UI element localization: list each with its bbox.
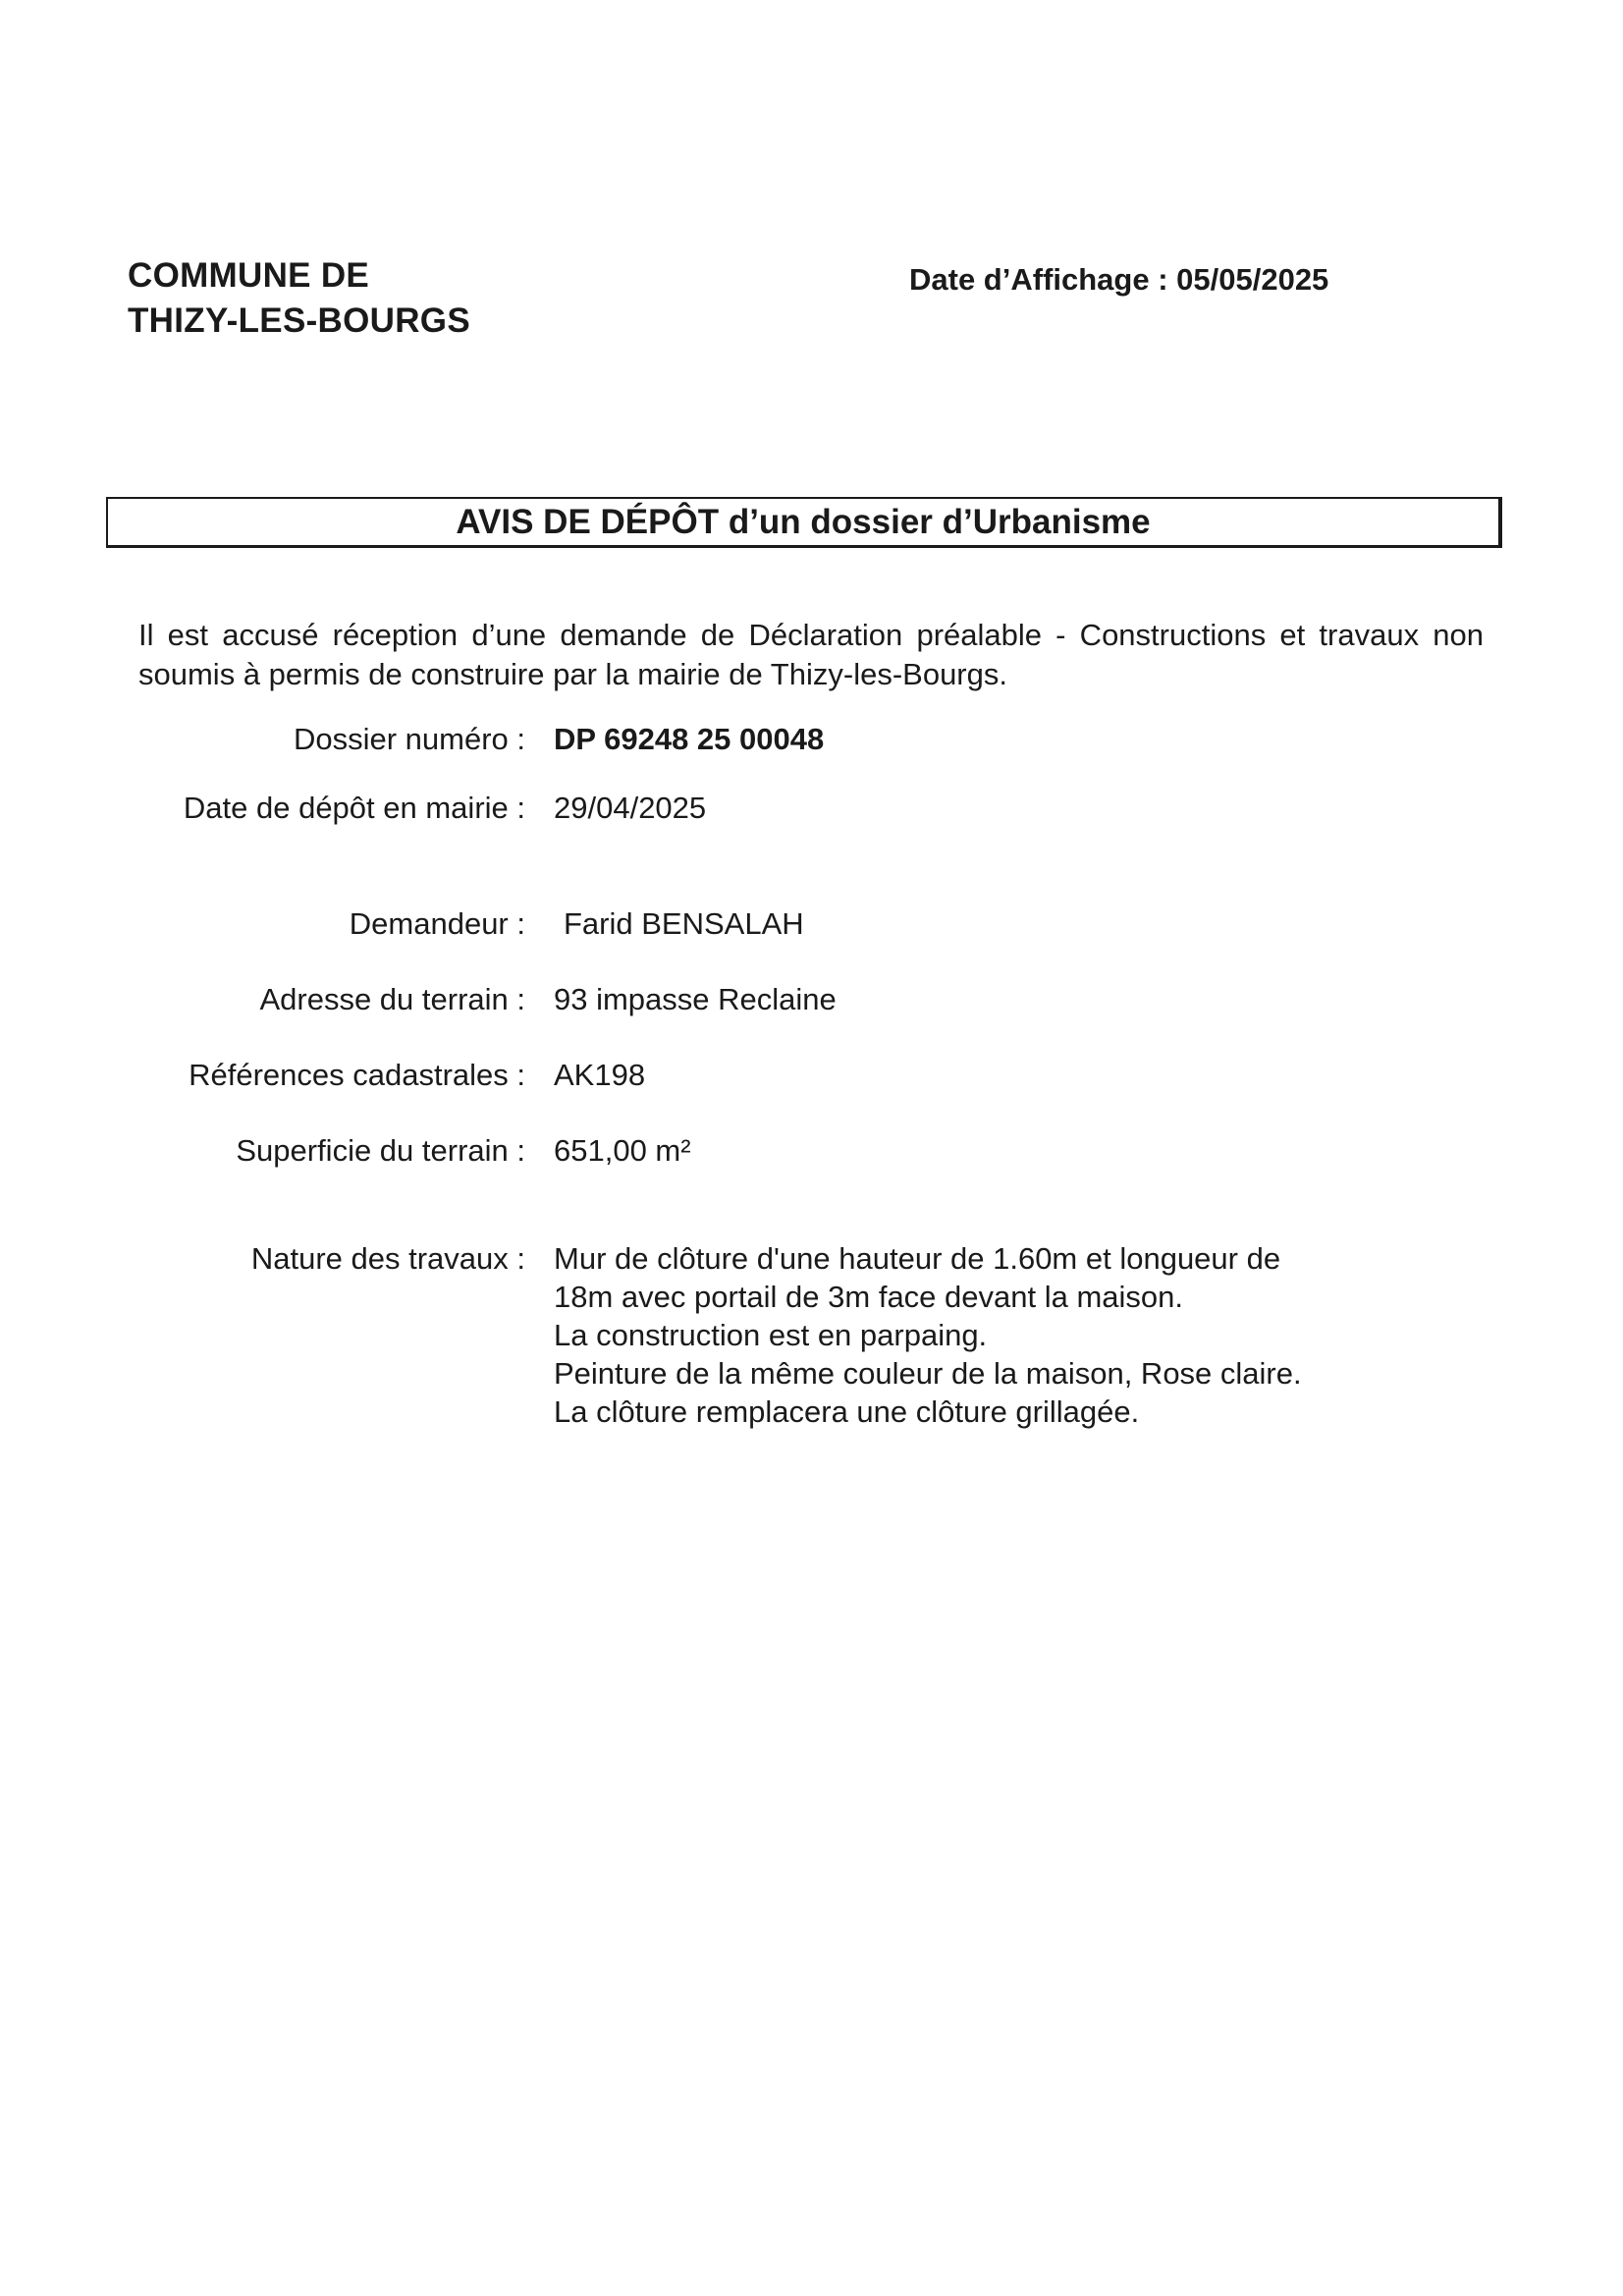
date-affichage: Date d’Affichage : 05/05/2025 — [909, 262, 1329, 297]
dossier-label: Dossier numéro : — [293, 722, 525, 756]
demandeur-value: Farid BENSALAH — [564, 906, 804, 941]
commune-line-1: COMMUNE DE — [128, 256, 370, 295]
nature-line: La clôture remplacera une clôture grillagée. — [554, 1394, 1140, 1429]
cadastre-value: AK198 — [554, 1058, 646, 1092]
nature-description — [554, 1239, 1302, 1431]
nature-line: Peinture de la même couleur de la maison, Rose claire. — [554, 1356, 1302, 1391]
dossier-value: DP 69248 25 00048 — [554, 722, 825, 756]
nature-line: La construction est en parpaing. — [554, 1318, 988, 1352]
intro-paragraph: Il est accusé réception d’une demande de Déclaration préalable - Constructions et travaux non soumis à permis de construire par la mairie de Thizy-les-Bourgs. — [138, 618, 1484, 691]
superficie-value: 651,00 m² — [554, 1133, 691, 1168]
nature-line: 18m avec portail de 3m face devant la maison. — [554, 1280, 1184, 1314]
depot-value: 29/04/2025 — [554, 791, 707, 825]
commune-name — [128, 253, 470, 344]
document-title: AVIS DE DÉPÔT d’un dossier d’Urbanisme — [106, 497, 1502, 548]
adresse-label: Adresse du terrain : — [259, 982, 525, 1016]
nature-line: Mur de clôture d'une hauteur de 1.60m et longueur de — [554, 1241, 1281, 1276]
adresse-value: 93 impasse Reclaine — [554, 982, 837, 1016]
commune-line-2: THIZY-LES-BOURGS — [128, 301, 470, 340]
nature-label: Nature des travaux : — [250, 1241, 525, 1276]
superficie-label: Superficie du terrain : — [236, 1133, 525, 1168]
depot-label: Date de dépôt en mairie : — [183, 791, 525, 825]
demandeur-label: Demandeur : — [349, 906, 525, 941]
cadastre-label: Références cadastrales : — [189, 1058, 525, 1092]
